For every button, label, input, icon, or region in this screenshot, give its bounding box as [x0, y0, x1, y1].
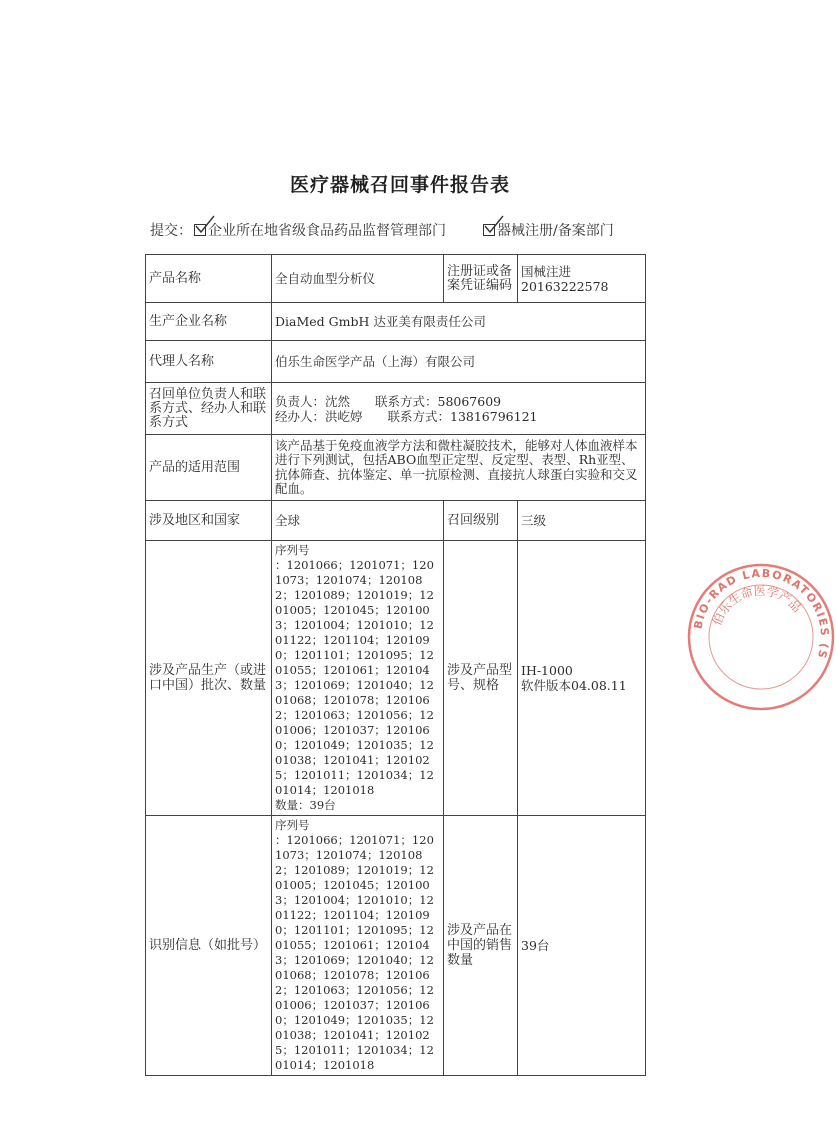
contact-label: 召回单位负责人和联系方式、经办人和联系方式	[146, 383, 272, 435]
identification-serials: 序列号 ：1201066；1201071；1201073；1201074；1201082；1201089；1201019；1201005；1201045；1201003；1201004；1201010；1201122；1201104；1201090；1201101；1201095；1201055；1201061；1201043；1201069；1201040；1201068；1201078；1201062；1201063；1201056；1201006；1201037；1201060；1201049；1201035；1201038；1201041；1201025；1201011；1201034；1201014；1201018	[275, 818, 434, 1072]
manufacturer-label: 生产企业名称	[146, 303, 272, 341]
agent-label: 代理人名称	[146, 341, 272, 383]
region-value: 全球	[272, 501, 444, 541]
identification-value	[272, 816, 444, 1076]
checkbox-checked-icon[interactable]	[483, 224, 495, 236]
recall-level-label: 召回级别	[444, 501, 518, 541]
company-seal-stamp	[686, 562, 836, 712]
batch-quantity: 数量：39台	[275, 798, 336, 812]
table-row	[146, 816, 646, 1076]
batch-serials: 序列号 ：1201066；1201071；1201073；1201074；1201082；1201089；1201019；1201005；1201045；1201003；1201004；1201010；1201122；1201104；1201090；1201101；1201095；1201055；1201061；1201043；1201069；1201040；1201068；1201078；1201062；1201063；1201056；1201006；1201037；1201060；1201049；1201035；1201038；1201041；1201025；1201011；1201034；1201014；1201018	[275, 543, 434, 797]
identification-label: 识别信息（如批号）	[146, 816, 272, 1076]
recall-level-value: 三级	[518, 501, 646, 541]
table-row	[146, 303, 646, 341]
recall-report-table	[145, 254, 646, 1076]
stamp-inner-text: 伯乐生命医学产品	[709, 583, 805, 628]
document-title: 医疗器械召回事件报告表	[289, 174, 510, 196]
registration-label: 注册证或备案凭证编码	[444, 255, 518, 303]
table-row	[146, 341, 646, 383]
scope-value: 该产品基于免疫血液学方法和微柱凝胶技术，能够对人体血液样本进行下列测试，包括ABO血型正定型、反定型、表型、Rh亚型、抗体筛查、抗体鉴定、单一抗原检测、直接抗人球蛋白实验和交叉配血。	[272, 435, 646, 501]
submit-option-registration-label: 器械注册/备案部门	[497, 223, 614, 239]
stamp-outer-text: BIO-RAD LABORATORIES (S	[691, 566, 832, 661]
model-label: 涉及产品型号、规格	[444, 541, 518, 816]
product-name-value: 全自动血型分析仪	[272, 255, 444, 303]
sales-label: 涉及产品在中国的销售数量	[444, 816, 518, 1076]
contact-value	[272, 383, 646, 435]
model-line-1: IH-1000	[521, 663, 573, 678]
model-line-2: 软件版本04.08.11	[521, 678, 627, 693]
svg-text:BIO-RAD LABORATORIES (S	[691, 567, 831, 661]
manufacturer-value: DiaMed GmbH 达亚美有限责任公司	[272, 303, 646, 341]
table-row	[146, 383, 646, 435]
sales-value: 39台	[518, 816, 646, 1076]
contact-line-1: 负责人：沈然 联系方式：58067609	[275, 393, 502, 409]
submit-option-provincial[interactable]	[194, 220, 446, 240]
table-row	[146, 501, 646, 541]
submit-option-provincial-label: 企业所在地省级食品药品监督管理部门	[208, 223, 446, 239]
product-name-label: 产品名称	[146, 255, 272, 303]
registration-value: 国械注进 20163222578	[518, 255, 646, 303]
scope-label: 产品的适用范围	[146, 435, 272, 501]
contact-line-2: 经办人：洪屹婷 联系方式：13816796121	[275, 408, 538, 424]
submit-option-registration[interactable]	[483, 220, 614, 240]
table-row	[146, 255, 646, 303]
model-value	[518, 541, 646, 816]
table-row	[146, 541, 646, 816]
submit-label: 提交：	[150, 223, 192, 239]
batch-label: 涉及产品生产（或进口中国）批次、数量	[146, 541, 272, 816]
table-row	[146, 435, 646, 501]
region-label: 涉及地区和国家	[146, 501, 272, 541]
batch-value	[272, 541, 444, 816]
agent-value: 伯乐生命医学产品（上海）有限公司	[272, 341, 646, 383]
checkbox-checked-icon[interactable]	[194, 224, 206, 236]
